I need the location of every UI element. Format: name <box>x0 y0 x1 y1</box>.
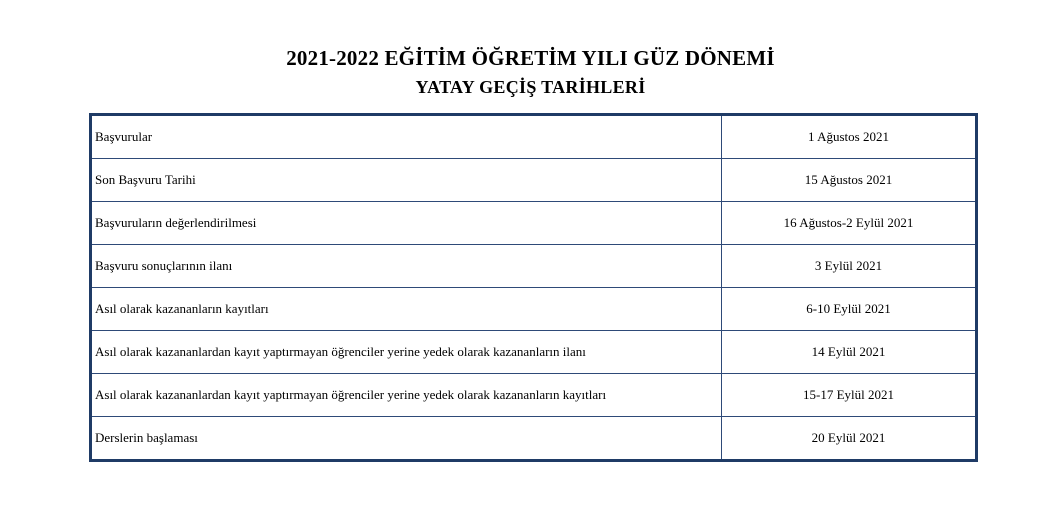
table-row <box>91 374 977 417</box>
date-cell: 15-17 Eylül 2021 <box>722 374 977 417</box>
table-row <box>91 115 977 159</box>
date-cell: 14 Eylül 2021 <box>722 331 977 374</box>
date-cell: 6-10 Eylül 2021 <box>722 288 977 331</box>
date-cell: 15 Ağustos 2021 <box>722 159 977 202</box>
table-row <box>91 202 977 245</box>
event-cell: Asıl olarak kazananlardan kayıt yaptırmayan öğrenciler yerine yedek olarak kazananların kayıtları <box>91 374 722 417</box>
date-cell: 20 Eylül 2021 <box>722 417 977 461</box>
schedule-table <box>89 113 978 462</box>
table-row <box>91 159 977 202</box>
event-cell: Son Başvuru Tarihi <box>91 159 722 202</box>
date-cell: 3 Eylül 2021 <box>722 245 977 288</box>
date-cell: 16 Ağustos-2 Eylül 2021 <box>722 202 977 245</box>
event-cell: Asıl olarak kazananların kayıtları <box>91 288 722 331</box>
event-cell: Başvurular <box>91 115 722 159</box>
event-cell: Derslerin başlaması <box>91 417 722 461</box>
event-cell: Asıl olarak kazananlardan kayıt yaptırmayan öğrenciler yerine yedek olarak kazananların ilanı <box>91 331 722 374</box>
event-cell: Başvuruların değerlendirilmesi <box>91 202 722 245</box>
table-row <box>91 331 977 374</box>
page-title: 2021-2022 EĞİTİM ÖĞRETİM YILI GÜZ DÖNEMİ <box>286 46 775 70</box>
table-row <box>91 288 977 331</box>
table-row <box>91 417 977 461</box>
date-cell: 1 Ağustos 2021 <box>722 115 977 159</box>
event-cell: Başvuru sonuçlarının ilanı <box>91 245 722 288</box>
page-subtitle: YATAY GEÇİŞ TARİHLERİ <box>415 77 646 97</box>
table-row <box>91 245 977 288</box>
